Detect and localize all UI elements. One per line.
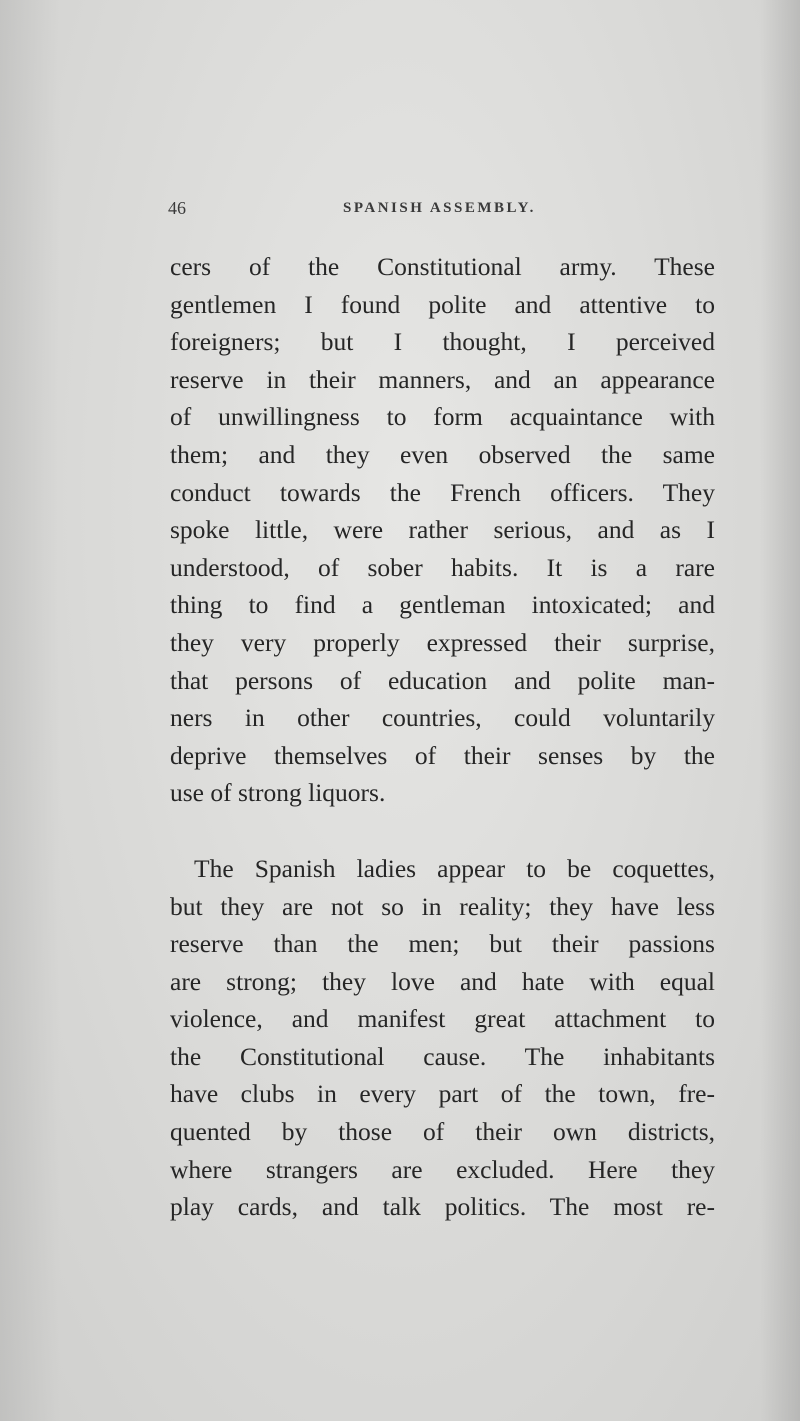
text-line: where strangers are excluded. Here they <box>170 1154 715 1184</box>
text-line: have clubs in every part of the town, fre- <box>170 1079 715 1109</box>
text-line: they very properly expressed their surprise, <box>170 627 715 657</box>
text-line: of unwillingness to form acquaintance with <box>170 402 715 432</box>
text-line: play cards, and talk politics. The most re- <box>170 1192 715 1222</box>
running-head-title: SPANISH ASSEMBLY. <box>343 200 536 216</box>
text-line: quented by those of their own districts, <box>170 1117 715 1147</box>
body-text <box>170 248 715 1226</box>
text-line: spoke little, were rather serious, and as I <box>170 515 715 545</box>
text-line: ners in other countries, could voluntarily <box>170 703 715 733</box>
text-line: use of strong liquors. <box>170 778 386 808</box>
paragraph-1 <box>170 248 715 812</box>
text-line: gentlemen I found polite and attentive to <box>170 289 715 319</box>
text-line: The Spanish ladies appear to be coquettes, <box>194 853 715 883</box>
text-line: the Constitutional cause. The inhabitants <box>170 1041 715 1071</box>
text-line: but they are not so in reality; they have less <box>170 891 715 921</box>
paragraph-2 <box>170 850 715 1226</box>
text-line: violence, and manifest great attachment to <box>170 1004 715 1034</box>
running-head <box>168 198 716 228</box>
text-line: are strong; they love and hate with equal <box>170 966 715 996</box>
text-line: conduct towards the French officers. They <box>170 477 715 507</box>
text-line: that persons of education and polite man- <box>170 665 715 695</box>
text-line: reserve than the men; but their passions <box>170 929 715 959</box>
text-line: foreigners; but I thought, I perceived <box>170 327 715 357</box>
paragraph-gap <box>170 812 715 850</box>
text-line: thing to find a gentleman intoxicated; and <box>170 590 715 620</box>
text-line: cers of the Constitutional army. These <box>170 252 715 281</box>
text-line: them; and they even observed the same <box>170 439 715 469</box>
text-line: reserve in their manners, and an appearance <box>170 364 715 394</box>
page-number: 46 <box>168 198 186 218</box>
text-line: understood, of sober habits. It is a rare <box>170 552 715 582</box>
text-line: deprive themselves of their senses by the <box>170 740 715 770</box>
